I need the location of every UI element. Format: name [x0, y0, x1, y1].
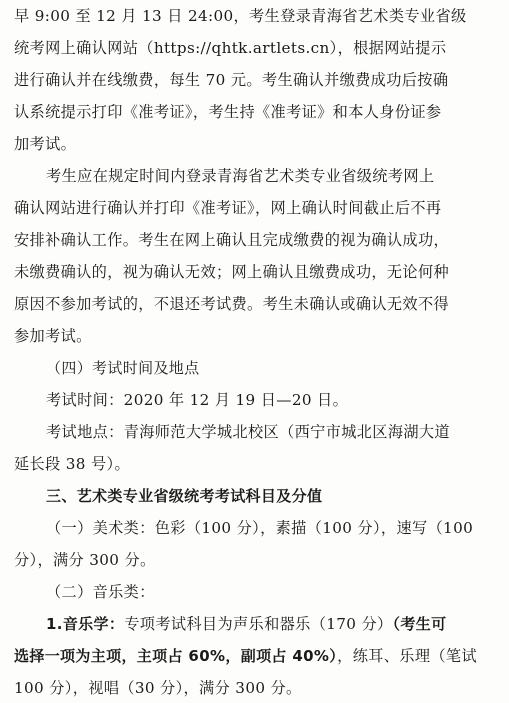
paragraph-rules-line-5: 原因不参加考试的，不退还考试费。考生未确认或确认无效不得: [14, 295, 450, 313]
section-four-title: （四）考试时间及地点: [46, 359, 200, 377]
music-major-label: 1.音乐学：: [46, 615, 125, 633]
paragraph-registration-line-4: 认系统提示打印《准考证》，考生持《准考证》和本人身份证参: [14, 103, 442, 121]
section-three-title: 三、艺术类专业省级统考考试科目及分值: [46, 487, 323, 505]
paragraph-rules-line-6: 参加考试。: [14, 327, 92, 345]
exam-place-line-1: 考试地点：青海师范大学城北校区（西宁市城北区海湖大道: [46, 423, 450, 441]
paragraph-rules-line-1: 考生应在规定时间内登录青海省艺术类专业省级统考网上: [46, 167, 435, 185]
music-major-text-2: ，练耳、乐理（笔试: [337, 647, 477, 665]
music-major-bold-1: （考生可: [392, 615, 447, 633]
music-major-line-2: [14, 646, 477, 666]
paragraph-registration-line-3: 进行确认并在线缴费，每生 70 元。考生确认并缴费成功后按确: [14, 71, 449, 89]
music-major-line-3: 100 分），视唱（30 分），满分 300 分。: [14, 679, 302, 697]
art-category-line-1: （一）美术类：色彩（100 分），素描（100 分），速写（100: [46, 519, 474, 537]
paragraph-rules-line-2: 确认网站进行确认并打印《准考证》，网上确认时间截止后不再: [14, 199, 442, 217]
exam-place-line-2: 延长段 38 号）。: [14, 455, 131, 473]
paragraph-rules-line-4: 未缴费确认的，视为确认无效；网上确认且缴费成功，无论何种: [14, 263, 450, 281]
paragraph-registration-line-5: 加考试。: [14, 135, 77, 153]
exam-time: 考试时间：2020 年 12 月 19 日—20 日。: [46, 391, 349, 409]
paragraph-registration-line-2: 统考网上确认网站（https://qhtk.artlets.cn），根据网站提示: [14, 39, 447, 57]
music-major-line-1: [46, 614, 446, 634]
paragraph-registration-line-1: 早 9:00 至 12 月 13 日 24:00，考生登录青海省艺术类专业省级: [14, 7, 467, 25]
music-category-title: （二）音乐类：: [46, 583, 155, 601]
music-major-bold-2: 选择一项为主项，主项占 60%，副项占 40%）: [14, 647, 338, 665]
paragraph-rules-line-3: 安排补确认工作。考生在网上确认且完成缴费的视为确认成功，: [14, 231, 450, 249]
music-major-text-1: 专项考试科目为声乐和器乐（170 分）: [124, 615, 393, 633]
art-category-line-2: 分），满分 300 分。: [14, 551, 156, 569]
